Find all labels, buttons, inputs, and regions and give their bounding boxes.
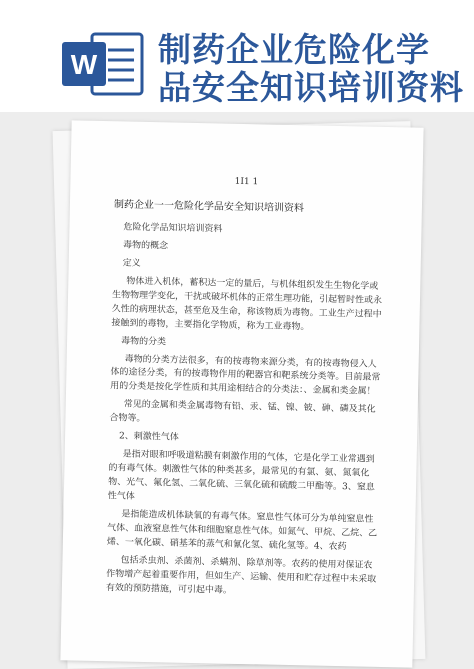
word-icon (58, 28, 146, 100)
document-title: 制药企业一一危险化学品安全知识培训资料 (113, 199, 305, 215)
document-code: 1I1 1 (234, 176, 259, 188)
page-title-line-1: 制药企业危险化学 (158, 30, 430, 69)
pesticide-paragraph: 包括杀虫剂、杀菌剂、杀螨剂、除草剂等。农药的使用对保证农作物增产起着重要作用，但如生产、运输、使用和贮存过程中未采取有效的预防措施，可引起中毒。 (105, 555, 377, 596)
document-page (60, 120, 423, 667)
logo-letter: W (70, 49, 98, 80)
document-preview (0, 112, 474, 669)
document-content (106, 221, 384, 605)
header (0, 0, 474, 112)
document-subtitle: 危险化学品知识培训资料 (123, 222, 223, 235)
irritant-paragraph: 是指对眼和呼吸道粘膜有刺激作用的气体，它是化学工业常遇到的有毒气体。刺激性气体的种类甚多，最常见的有氯、氨、氮氧化物、光气、氟化氢、二氧化硫、三氧化硫和硫酸二甲酯等。3、窒息性气体 (107, 449, 375, 502)
page-title-line-2: 品安全知识培训资料 (158, 68, 464, 107)
section-heading-concept: 毒物的概念 (122, 240, 169, 252)
definition-label: 定义 (122, 258, 141, 269)
definition-paragraph: 物体进入机体，蓄积达一定的量后，与机体组织发生生物化学或生物物理学变化，干扰或破坏机体的正常生理功能，引起暂时性或永久性的病理状态，甚至危及生命，称该物质为毒物。工业生产过程中接触到的毒物，主要指化学物质，称为工业毒物。 (111, 276, 383, 333)
section-heading-classification: 毒物的分类 (120, 336, 167, 347)
item-irritant-gas: 2、刺激性气体 (118, 431, 179, 443)
classification-paragraph: 毒物的分类方法很多，有的按毒物来源分类，有的按毒物侵入人体的途径分类，有的按毒物作用的靶器官和靶系统分类等。目前最常用的分类是按化学性质和其用途相结合的分类法：、金属和类金属！ (110, 354, 381, 398)
asphyxiant-paragraph: 是指能造成机体缺氧的有毒气体。窒息性气体可分为单纯窒息性气体、血液窒息性气体和细胞窒息性气体。如氮气、甲烷、乙烷、乙烯、一氧化碳、硝基苯的蒸气和氰化氢、硫化氢等。4、农药 (106, 509, 378, 552)
metals-paragraph: 常见的金属和类金属毒物有铅、汞、锰、镍、铍、砷、磷及其化合物等。 (109, 399, 376, 425)
